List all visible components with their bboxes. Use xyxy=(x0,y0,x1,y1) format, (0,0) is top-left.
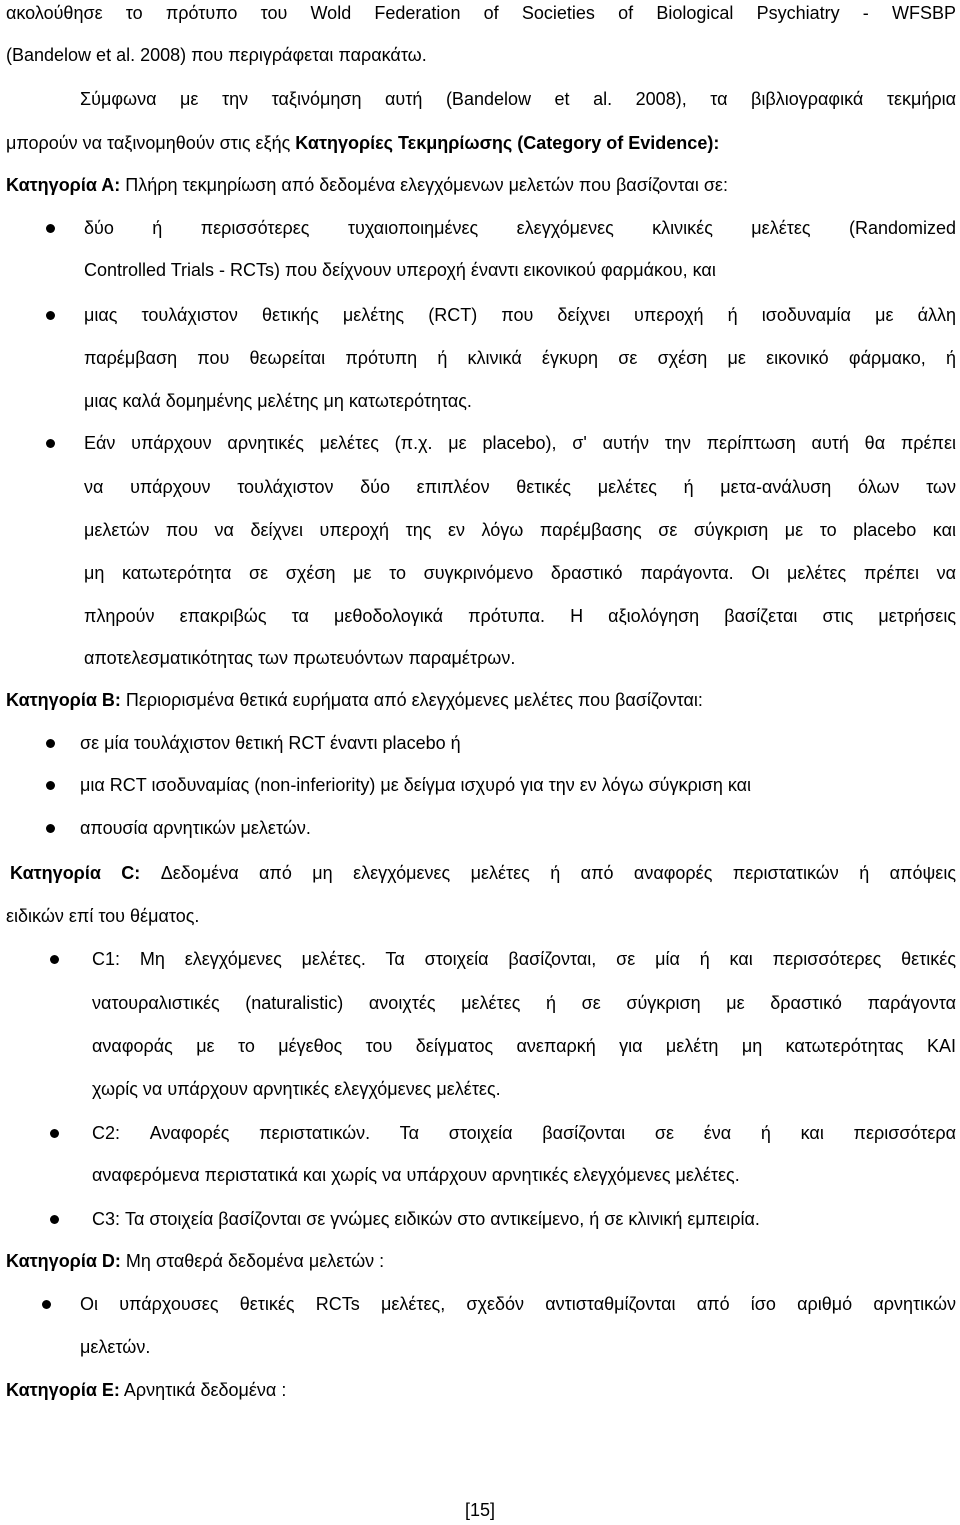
category-d-item-1-line-1: Οι υπάρχουσες θετικές RCTs μελέτες, σχεδόν αντισταθμίζονται από ίσο αριθμό αρνητικών xyxy=(80,1294,956,1314)
category-a-item-1-line-2: Controlled Trials - RCTs) που δείχνουν υπεροχή έναντι εικονικού φαρμάκου, και xyxy=(84,260,716,280)
category-c1-line-1: C1: Μη ελεγχόμενες μελέτες. Τα στοιχεία βασίζονται, σε μία ή και περισσότερες θετικές xyxy=(92,949,956,969)
bullet-icon xyxy=(50,1215,59,1224)
category-a-item-2-line-1: μιας τουλάχιστον θετικής μελέτης (RCT) που δείχνει υπεροχή ή ισοδυναμία με άλλη xyxy=(84,305,956,325)
bullet-icon xyxy=(46,224,55,233)
category-d-line xyxy=(6,1248,956,1274)
category-a-item-1-line-1: δύο ή περισσότερες τυχαιοποιημένες ελεγχόμενες κλινικές μελέτες (Randomized xyxy=(84,218,956,238)
bullet-icon xyxy=(50,955,59,964)
category-a-item-3-line-1: Εάν υπάρχουν αρνητικές μελέτες (π.χ. με placebo), σ' αυτήν την περίπτωση αυτή θα πρέπει xyxy=(84,433,956,453)
category-a-text: Πλήρη τεκμηρίωση από δεδομένα ελεγχόμενων μελετών που βασίζονται σε: xyxy=(120,175,728,195)
category-c2-line-1: C2: Αναφορές περιστατικών. Τα στοιχεία βασίζονται σε ένα ή και περισσότερα xyxy=(92,1123,956,1143)
bullet-icon xyxy=(46,824,55,833)
category-b-text: Περιορισμένα θετικά ευρήματα από ελεγχόμενες μελέτες που βασίζονται: xyxy=(120,690,703,710)
category-c1-line-4: χωρίς να υπάρχουν αρνητικές ελεγχόμενες μελέτες. xyxy=(92,1079,501,1099)
evidence-categories-heading: Κατηγορίες Τεκμηρίωσης (Category of Evidence): xyxy=(295,133,720,153)
category-c-line-2: ειδικών επί του θέματος. xyxy=(6,906,200,926)
category-a-item-2-line-2: παρέμβαση που θεωρείται πρότυπη ή κλινικά έγκυρη σε σχέση με εικονικό φάρμακο, ή xyxy=(84,348,956,368)
bullet-icon xyxy=(46,311,55,320)
category-a-item-2-line-3: μιας καλά δομημένης μελέτης μη κατωτερότητας. xyxy=(84,391,472,411)
intro-line-1: ακολούθησε το πρότυπο του Wold Federation of Societies of Biological Psychiatry - WFSBP xyxy=(6,3,956,23)
category-a-item-3-line-2: να υπάρχουν τουλάχιστον δύο επιπλέον θετικές μελέτες ή μετα-ανάλυση όλων των xyxy=(84,477,956,497)
category-a-heading: Κατηγορία Α: xyxy=(6,175,121,195)
category-a-item-3-line-4: μη κατωτερότητα σε σχέση με το συγκρινόμενο δραστικό παράγοντα. Οι μελέτες πρέπει να xyxy=(84,563,956,583)
category-e-heading: Κατηγορία Ε: xyxy=(6,1380,120,1400)
category-c-heading: Κατηγορία C: xyxy=(10,863,141,883)
category-e-text: Αρνητικά δεδομένα : xyxy=(119,1380,287,1400)
intro-line-2: (Bandelow et al. 2008) που περιγράφεται παρακάτω. xyxy=(6,45,427,65)
bullet-icon xyxy=(46,739,55,748)
category-c-text: Δεδομένα από μη ελεγχόμενες μελέτες ή από αναφορές περιστατικών ή απόψεις xyxy=(140,863,956,883)
category-b-line xyxy=(6,687,956,713)
category-a-item-3-line-6: αποτελεσματικότητας των πρωτευόντων παραμέτρων. xyxy=(84,648,516,668)
category-d-heading: Κατηγορία D: xyxy=(6,1251,121,1271)
category-d-item-1-line-2: μελετών. xyxy=(80,1337,151,1357)
category-c-line-1 xyxy=(10,860,956,886)
category-a-line xyxy=(6,172,956,198)
category-b-item-2: μια RCT ισοδυναμίας (non-inferiority) με δείγμα ισχυρό για την εν λόγω σύγκριση και xyxy=(80,775,752,795)
category-b-item-1: σε μία τουλάχιστον θετική RCT έναντι placebo ή xyxy=(80,733,461,753)
category-c3: C3: Τα στοιχεία βασίζονται σε γνώμες ειδικών στο αντικείμενο, ή σε κλινική εμπειρία. xyxy=(92,1209,760,1229)
bullet-icon xyxy=(46,781,55,790)
category-b-item-3: απουσία αρνητικών μελετών. xyxy=(80,818,311,838)
category-c1-line-3: αναφοράς με το μέγεθος του δείγματος ανεπαρκή για μελέτη μη κατωτερότητας ΚΑΙ xyxy=(92,1036,956,1056)
category-c2-line-2: αναφερόμενα περιστατικά και χωρίς να υπάρχουν αρνητικές ελεγχόμενες μελέτες. xyxy=(92,1165,740,1185)
category-d-text: Μη σταθερά δεδομένα μελετών : xyxy=(120,1251,385,1271)
bullet-icon xyxy=(46,439,55,448)
category-e-line xyxy=(6,1377,956,1403)
bullet-icon xyxy=(42,1300,51,1309)
intro-line-4 xyxy=(6,130,956,156)
category-c1-line-2: νατουραλιστικές (naturalistic) ανοιχτές μελέτες ή σε σύγκριση με δραστικό παράγοντα xyxy=(92,993,956,1013)
category-a-item-3-line-3: μελετών που να δείχνει υπεροχή της εν λόγω παρέμβασης σε σύγκριση με το placebo και xyxy=(84,520,956,540)
category-a-item-3-line-5: πληρούν επακριβώς τα μεθοδολογικά πρότυπα. Η αξιολόγηση βασίζεται στις μετρήσεις xyxy=(84,606,956,626)
intro-line-3: Σύμφωνα με την ταξινόμηση αυτή (Bandelow et al. 2008), τα βιβλιογραφικά τεκμήρια xyxy=(80,89,956,109)
page-number: [15] xyxy=(464,1500,496,1520)
category-b-heading: Κατηγορία Β: xyxy=(6,690,121,710)
intro-line-4-text: μπορούν να ταξινομηθούν στις εξής xyxy=(6,133,296,153)
bullet-icon xyxy=(50,1129,59,1138)
